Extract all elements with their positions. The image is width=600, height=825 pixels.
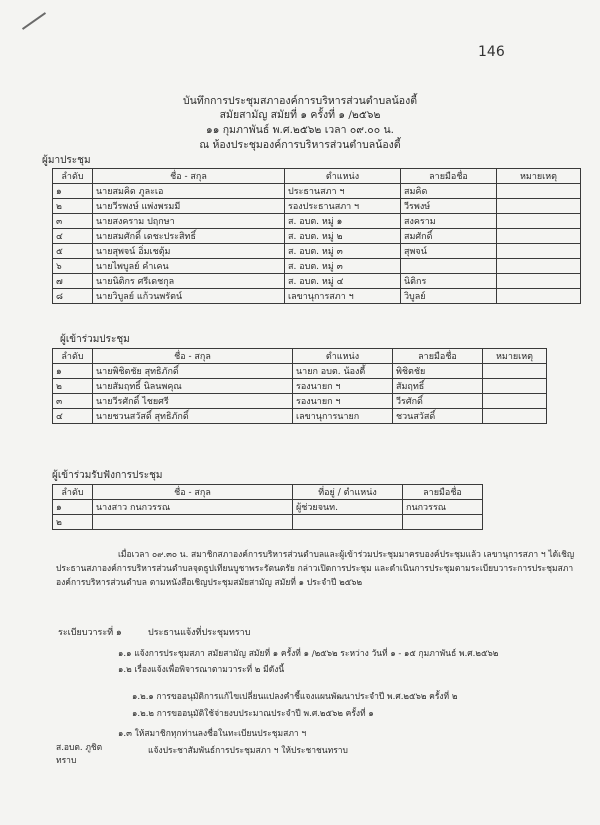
table-row <box>53 214 581 229</box>
table-row <box>53 394 547 409</box>
attendees-title: ผู้มาประชุม <box>42 155 91 166</box>
member-signature: สมคิด <box>401 184 497 199</box>
table-row <box>53 259 581 274</box>
table-row <box>53 199 581 214</box>
member-name: นายสมคิด ภูละเอ <box>93 184 285 199</box>
table-row <box>53 500 483 515</box>
row-number: ๒ <box>53 515 93 530</box>
observer-address: ผู้ช่วยจนท. <box>293 500 403 515</box>
table-row <box>53 515 483 530</box>
col-header-number: ลำดับ <box>53 485 93 500</box>
page-number: 146 <box>478 44 505 60</box>
member-name: นายไพบูลย์ คำเคน <box>93 259 285 274</box>
attendees-table <box>52 168 581 304</box>
member-position: ส. อบต. หมู่ ๑ <box>285 214 401 229</box>
observers-title: ผู้เข้าร่วมรับฟังการประชุม <box>52 470 163 481</box>
member-position: รองประธานสภา ฯ <box>285 199 401 214</box>
table-row <box>53 409 547 424</box>
member-name: นายวิบูลย์ แก้วนพรัตน์ <box>93 289 285 304</box>
member-position: ส. อบต. หมู่ ๔ <box>285 274 401 289</box>
participant-position: รองนายก ฯ <box>293 379 393 394</box>
col-header-signature: ลายมือชื่อ <box>401 169 497 184</box>
member-signature: วีรพงษ์ <box>401 199 497 214</box>
table-row <box>53 184 581 199</box>
member-remark <box>497 274 581 289</box>
minutes-title: บันทึกการประชุมสภาองค์การบริหารส่วนตำบลน้องตี้ <box>182 95 418 107</box>
agenda-item: แจ้งประชาสัมพันธ์การประชุมสภา ฯ ให้ประชาชนทราบ <box>148 746 348 756</box>
participant-remark <box>483 394 547 409</box>
row-number: ๓ <box>53 394 93 409</box>
observer-signature <box>403 515 483 530</box>
participant-name: นายชวนสวัสดิ์ สุทธิภักดิ์ <box>93 409 293 424</box>
member-signature: วิบูลย์ <box>401 289 497 304</box>
member-position: ประธานสภา ฯ <box>285 184 401 199</box>
participants-table <box>52 348 547 424</box>
agenda-topic: ประธานแจ้งที่ประชุมทราบ <box>148 628 251 638</box>
table-row <box>53 364 547 379</box>
agenda-item: ๑.๑ แจ้งการประชุมสภา สมัยสามัญ สมัยที่ ๑ ครั้งที่ ๑ /๒๕๖๒ ระหว่าง วันที่ ๑ - ๑๕ กุมภาพันธ์ พ.ศ.๒๕๖๒ <box>118 649 499 659</box>
table-row <box>53 379 547 394</box>
observer-signature: กนกวรรณ <box>403 500 483 515</box>
row-number: ๔ <box>53 229 93 244</box>
col-header-address: ที่อยู่ / ตำแหน่ง <box>293 485 403 500</box>
table-row <box>53 244 581 259</box>
member-signature: สงคราม <box>401 214 497 229</box>
member-signature <box>401 259 497 274</box>
observers-header-row <box>53 485 483 500</box>
agenda-subitem: ๑.๒.๒ การขออนุมัติใช้จ่ายงบประมาณประจำปี พ.ศ.๒๕๖๒ ครั้งที่ ๑ <box>132 709 374 719</box>
col-header-name: ชื่อ - สกุล <box>93 485 293 500</box>
opening-paragraph <box>56 548 582 590</box>
margin-note <box>56 742 102 768</box>
table-row <box>53 289 581 304</box>
col-header-signature: ลายมือชื่อ <box>393 349 483 364</box>
observers-table <box>52 484 483 530</box>
venue-line: ณ ห้องประชุมองค์การบริหารส่วนตำบลน้องตี้ <box>199 139 401 151</box>
participants-header-row <box>53 349 547 364</box>
col-header-signature: ลายมือชื่อ <box>403 485 483 500</box>
member-name: นายสงคราม ปฤกษา <box>93 214 285 229</box>
participant-signature: วีรศักดิ์ <box>393 394 483 409</box>
participant-position: รองนายก ฯ <box>293 394 393 409</box>
participant-name: นายวีรศักดิ์ ไชยศรี <box>93 394 293 409</box>
col-header-position: ตำแหน่ง <box>293 349 393 364</box>
date-line: ๑๑ กุมภาพันธ์ พ.ศ.๒๕๖๒ เวลา ๐๙.๐๐ น. <box>206 124 394 136</box>
participant-remark <box>483 409 547 424</box>
margin-note-response: ทราบ <box>56 756 77 766</box>
participant-position: นายก อบต. น้องตี้ <box>293 364 393 379</box>
col-header-name: ชื่อ - สกุล <box>93 169 285 184</box>
participant-signature: พิชิตชัย <box>393 364 483 379</box>
member-name: นายสมศักดิ์ เดชะประสิทธิ์ <box>93 229 285 244</box>
member-remark <box>497 259 581 274</box>
opening-text: เมื่อเวลา ๐๙.๓๐ น. สมาชิกสภาองค์การบริหารส่วนตำบลและผู้เข้าร่วมประชุมมาครบองค์ประชุมแล้ว เลขานุการสภา ฯ ได้เชิญประธานสภาองค์การบริหารส่วนตำบลจุดธูปเทียนบูชาพระรัตนตรัย กล่าวเปิดการประชุม และดำเนินการประชุมตามระเบียบวาระการประชุมสภาองค์การบริหารส่วนตำบล ตามหนังสือเชิญประชุมสมัยสามัญ สมัยที่ ๑ ประจำปี ๒๕๖๒ <box>56 550 575 588</box>
participant-name: นายสัมฤทธิ์ นิลนพคุณ <box>93 379 293 394</box>
row-number: ๑ <box>53 184 93 199</box>
participant-position: เลขานุการนายก <box>293 409 393 424</box>
member-signature: นิติกร <box>401 274 497 289</box>
member-remark <box>497 199 581 214</box>
observer-address <box>293 515 403 530</box>
participant-signature: สัมฤทธิ์ <box>393 379 483 394</box>
col-header-name: ชื่อ - สกุล <box>93 349 293 364</box>
row-number: ๗ <box>53 274 93 289</box>
member-name: นายวีรพงษ์ แพ่งพรมมี <box>93 199 285 214</box>
col-header-position: ตำแหน่ง <box>285 169 401 184</box>
agenda-item: ๑.๓ ให้สมาชิกทุกท่านลงชื่อในทะเบียนประชุมสภา ฯ <box>118 729 307 739</box>
participant-signature: ชวนสวัสดิ์ <box>393 409 483 424</box>
member-remark <box>497 244 581 259</box>
agenda-item: ๑.๒ เรื่องแจ้งเพื่อพิจารณาตามวาระที่ ๒ มีดังนี้ <box>118 665 285 675</box>
row-number: ๒ <box>53 199 93 214</box>
member-position: เลขานุการสภา ฯ <box>285 289 401 304</box>
member-position: ส. อบต. หมู่ ๒ <box>285 229 401 244</box>
col-header-remark: หมายเหตุ <box>497 169 581 184</box>
member-remark <box>497 229 581 244</box>
agenda-subitem: ๑.๒.๑ การขออนุมัติการแก้ไขเปลี่ยนแปลงคำชี้แจงแผนพัฒนาประจำปี พ.ศ.๒๕๖๒ ครั้งที่ ๒ <box>132 692 458 702</box>
col-header-number: ลำดับ <box>53 349 93 364</box>
agenda-label: ระเบียบวาระที่ ๑ <box>58 628 122 638</box>
row-number: ๒ <box>53 379 93 394</box>
row-number: ๖ <box>53 259 93 274</box>
member-position: ส. อบต. หมู่ ๓ <box>285 244 401 259</box>
member-remark <box>497 214 581 229</box>
participant-name: นายพิชิตชัย สุทธิภักดิ์ <box>93 364 293 379</box>
member-position: ส. อบต. หมู่ ๓ <box>285 259 401 274</box>
participant-remark <box>483 364 547 379</box>
margin-note-speaker: ส.อบต. ภูชิต <box>56 743 103 753</box>
col-header-number: ลำดับ <box>53 169 93 184</box>
row-number: ๔ <box>53 409 93 424</box>
col-header-remark: หมายเหตุ <box>483 349 547 364</box>
member-name: นายสุพจน์ อิ่มเชตุ้ม <box>93 244 285 259</box>
row-number: ๑ <box>53 364 93 379</box>
pen-stroke-mark <box>22 12 46 30</box>
member-signature: สมศักดิ์ <box>401 229 497 244</box>
session-line: สมัยสามัญ สมัยที่ ๑ ครั้งที่ ๑ /๒๕๖๒ <box>219 109 381 121</box>
row-number: ๑ <box>53 500 93 515</box>
table-row <box>53 229 581 244</box>
observer-name <box>93 515 293 530</box>
attendees-header-row <box>53 169 581 184</box>
member-name: นายนิติกร ศรีเดชกุล <box>93 274 285 289</box>
table-row <box>53 274 581 289</box>
member-remark <box>497 184 581 199</box>
participant-remark <box>483 379 547 394</box>
observer-name: นางสาว กนกวรรณ <box>93 500 293 515</box>
row-number: ๕ <box>53 244 93 259</box>
row-number: ๓ <box>53 214 93 229</box>
member-remark <box>497 289 581 304</box>
participants-title: ผู้เข้าร่วมประชุม <box>60 334 130 345</box>
member-signature: สุพจน์ <box>401 244 497 259</box>
row-number: ๘ <box>53 289 93 304</box>
